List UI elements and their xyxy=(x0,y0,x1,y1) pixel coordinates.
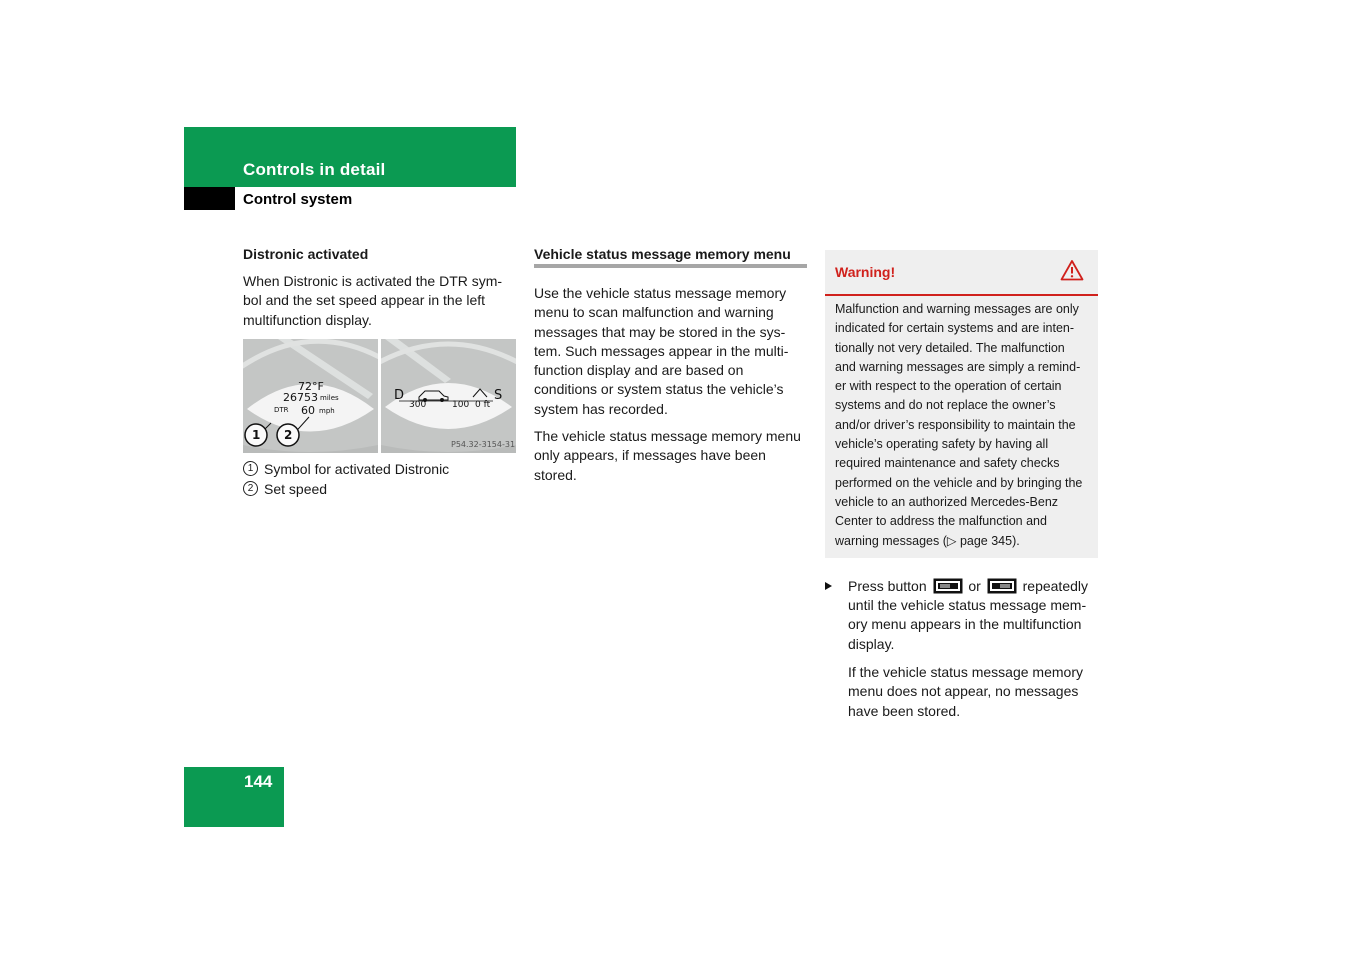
figure-reference-code: P54.32-3154-31 xyxy=(451,439,516,449)
subsection-marker xyxy=(184,187,235,210)
callout-legend xyxy=(243,459,517,499)
subsection-title: Control system xyxy=(243,191,353,208)
distance-value-left: 300 xyxy=(409,399,427,410)
warning-header xyxy=(825,250,1098,296)
callout-2-marker: 2 xyxy=(284,427,293,442)
callout-legend-item xyxy=(243,459,517,479)
column-status-memory xyxy=(534,246,807,493)
step-text xyxy=(848,577,1098,654)
left-display-panel xyxy=(243,339,378,453)
callout-label: Symbol for activated Distronic xyxy=(264,460,450,477)
instrument-cluster-figure xyxy=(243,339,516,453)
page-number: 144 xyxy=(244,772,273,791)
display-button-next-icon xyxy=(987,578,1017,594)
dtr-symbol: DTR xyxy=(274,405,289,414)
warning-title: Warning! xyxy=(835,264,896,280)
column-warning xyxy=(825,250,1098,730)
status-memory-paragraph-2: The vehicle status message memory menu only appears, if messages have been stored. xyxy=(534,428,801,483)
step-bullet-arrow xyxy=(825,582,832,590)
callout-1-marker: 1 xyxy=(252,427,261,442)
step-suffix: repeatedly until the vehicle status message mem-ory menu appears in the multifunction display. xyxy=(848,577,1089,652)
speed-unit: mph xyxy=(319,406,335,415)
warning-text: Malfunction and warning messages are only indicated for certain systems and are inten-tionally not very detailed. The malfunction and warning messages are simply a remind-er with respect to the operation of certain systems and do not replace the owner’s and/or driver’s responsibility to maintain the vehicle’s operating safety by having all required maintenance and safety checks performed on the vehicle and by bringing the vehicle to an authorized Mercedes-Benz Center to address the malfunction and warning messages (▷ page 345). xyxy=(835,302,1083,548)
drive-letter: D xyxy=(394,387,405,403)
warning-box xyxy=(825,250,1098,558)
warning-triangle-icon xyxy=(1060,259,1084,281)
display-button-prev-icon xyxy=(933,578,963,594)
callout-number: 2 xyxy=(243,481,258,496)
temperature-readout: 72°F xyxy=(298,379,324,393)
callout-label: Set speed xyxy=(264,480,328,497)
odometer-readout: 26753 xyxy=(283,390,318,404)
status-memory-heading: Vehicle status message memory menu xyxy=(534,246,807,268)
section-title: Controls in detail xyxy=(243,160,386,179)
right-display-panel xyxy=(381,339,516,453)
column-distronic xyxy=(243,246,517,499)
odometer-unit: miles xyxy=(320,393,339,402)
distronic-paragraph: When Distronic is activated the DTR sym-bol and the set speed appear in the left multifunction display. xyxy=(243,273,503,328)
set-speed-readout: 60 xyxy=(301,403,315,417)
step-or: or xyxy=(968,577,981,594)
instruction-step xyxy=(825,577,1098,721)
status-memory-paragraph-1: Use the vehicle status message memory menu to scan malfunction and warning messages that may be stored in the sys-tem. Such messages appear in the multi-function display and are based on conditions or system status the vehicle’s system has recorded. xyxy=(534,285,789,417)
distronic-heading: Distronic activated xyxy=(243,246,369,262)
callout-number: 1 xyxy=(243,461,258,476)
distance-value-right: 0 ft xyxy=(475,399,491,410)
step-prefix: Press button xyxy=(848,577,927,594)
callout-legend-item xyxy=(243,479,517,499)
step-note: If the vehicle status message memory menu does not appear, no messages have been stored. xyxy=(848,664,1083,719)
distance-value-mid: 100 xyxy=(452,399,470,410)
sport-letter: S xyxy=(494,387,503,403)
